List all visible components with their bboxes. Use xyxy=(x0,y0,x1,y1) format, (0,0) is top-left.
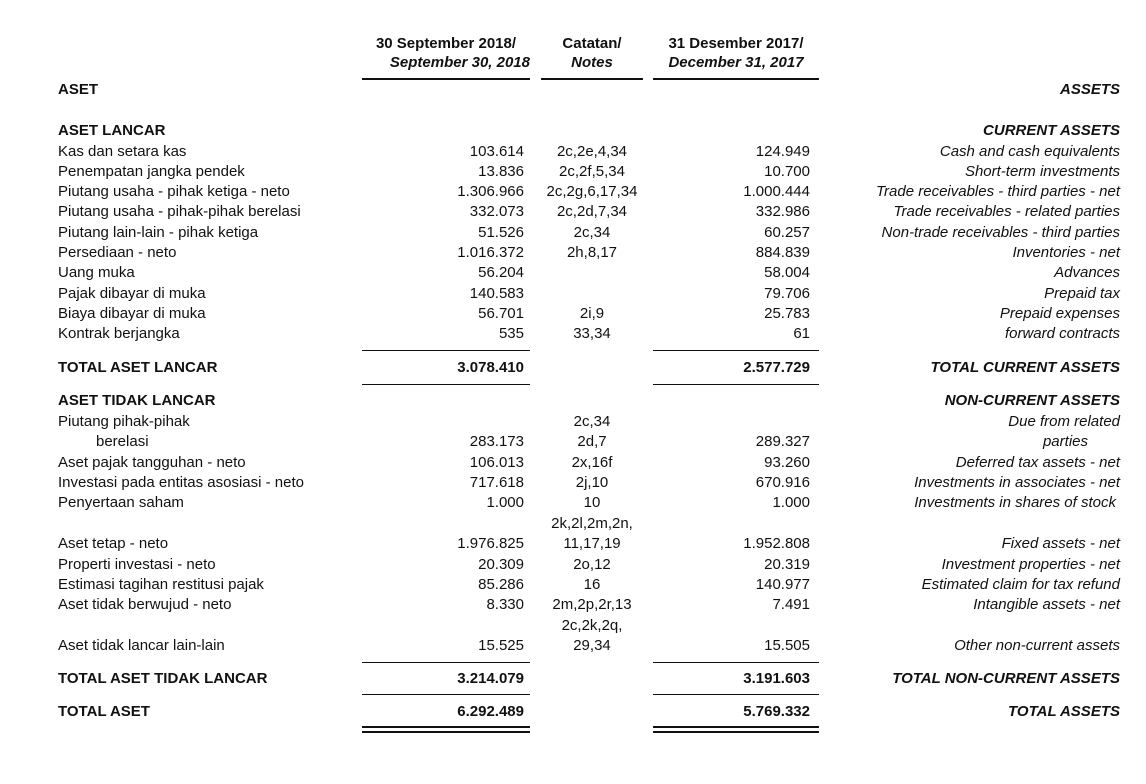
row-notes: 16 xyxy=(583,576,601,593)
current-heading-row xyxy=(0,121,1146,141)
row-notes: 2j,10 xyxy=(575,474,609,491)
row-label: Penyertaan saham xyxy=(58,494,184,511)
grand-total-label-en: TOTAL ASSETS xyxy=(1008,703,1120,720)
table-row xyxy=(0,142,1146,162)
table-row xyxy=(0,575,1146,595)
table-row xyxy=(0,324,1146,344)
row-notes: 33,34 xyxy=(573,325,611,342)
total-rule-2018 xyxy=(362,384,530,385)
row-notes: 11,17,19 xyxy=(563,535,621,552)
table-row xyxy=(0,284,1146,304)
row-value-2018: 20.309 xyxy=(478,556,524,573)
table-row xyxy=(0,534,1146,554)
row-label-en: forward contracts xyxy=(1004,325,1120,342)
row-notes: 2h,8,17 xyxy=(566,244,618,261)
row-value-2018: 1.000 xyxy=(486,494,524,511)
title-id: ASET xyxy=(58,81,99,98)
current-total-2017: 2.577.729 xyxy=(743,359,810,376)
row-value-2017: 140.977 xyxy=(755,576,810,593)
table-row xyxy=(0,243,1146,263)
row-label-en: Deferred tax assets - net xyxy=(955,454,1120,471)
header-2017-id: 31 Desember 2017/ xyxy=(668,35,804,52)
row-notes: 2m,2p,2r,13 xyxy=(552,596,632,613)
header-2017 xyxy=(653,34,819,72)
row-label-en: Due from related xyxy=(1008,413,1120,430)
row-value-2017: 20.319 xyxy=(764,556,810,573)
row-label-en: Trade receivables - third parties - net xyxy=(876,183,1120,200)
table-row xyxy=(0,555,1146,575)
row-label-en: Other non-current assets xyxy=(954,637,1120,654)
header-2018-id: 30 September 2018/ xyxy=(375,35,517,52)
noncurrent-heading-id: ASET TIDAK LANCAR xyxy=(58,392,216,409)
row-value-2017: 15.505 xyxy=(764,637,810,654)
row-label: Aset pajak tangguhan - neto xyxy=(58,454,246,471)
current-heading-id: ASET LANCAR xyxy=(58,122,166,139)
subtotal-rule-2018 xyxy=(362,350,530,351)
row-notes-pre: 2c,2k,2q, xyxy=(561,617,623,634)
row-label: Pajak dibayar di muka xyxy=(58,285,206,302)
row-label: Piutang lain-lain - pihak ketiga xyxy=(58,224,259,241)
row-value-2017: 25.783 xyxy=(764,305,810,322)
table-row xyxy=(0,304,1146,324)
header-2018-en: September 30, 2018 xyxy=(389,54,530,71)
grand-total-row xyxy=(0,702,1146,722)
header-notes-en: Notes xyxy=(571,54,613,71)
row-notes: 10 xyxy=(583,494,601,511)
row-value-2017: 1.000.444 xyxy=(743,183,810,200)
row-value-2018: 85.286 xyxy=(478,576,524,593)
row-value-2017: 289.327 xyxy=(755,433,810,450)
double-rule-2017-b xyxy=(653,731,819,733)
grand-total-2017: 5.769.332 xyxy=(743,703,810,720)
row-label-en: Fixed assets - net xyxy=(1001,535,1120,552)
row-label: Kas dan setara kas xyxy=(58,143,187,160)
header-2018 xyxy=(362,34,530,72)
row-value-2017: 79.706 xyxy=(764,285,810,302)
double-rule-2018-a xyxy=(362,726,530,728)
row-value-2018: 103.614 xyxy=(469,143,524,160)
total-rule-2018 xyxy=(362,694,530,695)
row-notes: 29,34 xyxy=(573,637,611,654)
row-label-en: Trade receivables - related parties xyxy=(893,203,1120,220)
current-heading-en: CURRENT ASSETS xyxy=(983,122,1120,139)
row-label-en: Investment properties - net xyxy=(941,556,1120,573)
row-value-2018: 1.016.372 xyxy=(457,244,524,261)
row-value-2018: 13.836 xyxy=(478,163,524,180)
row-label-en: Non-trade receivables - third parties xyxy=(881,224,1120,241)
row-label-en: Short-term investments xyxy=(964,163,1120,180)
row-label: Aset tidak lancar lain-lain xyxy=(58,637,225,654)
row-label-en: Inventories - net xyxy=(1012,244,1120,261)
row-value-2017: 10.700 xyxy=(764,163,810,180)
row-label-en: Prepaid tax xyxy=(1044,285,1120,302)
row-notes-cont: 2d,7 xyxy=(577,433,607,450)
row-label: Piutang pihak-pihak xyxy=(58,413,190,430)
row-value-2017: 93.260 xyxy=(764,454,810,471)
double-rule-2018-b xyxy=(362,731,530,733)
title-row xyxy=(0,80,1146,100)
row-label: Aset tidak berwujud - neto xyxy=(58,596,232,613)
row-notes: 2c,34 xyxy=(573,413,611,430)
row-value-2017: 1.000 xyxy=(772,494,810,511)
row-value-2018: 8.330 xyxy=(486,596,524,613)
row-value-2017: 61 xyxy=(793,325,810,342)
row-label: Penempatan jangka pendek xyxy=(58,163,245,180)
row-label-en: Advances xyxy=(1054,264,1120,281)
row-notes: 2i,9 xyxy=(579,305,605,322)
row-label-en: Prepaid expenses xyxy=(999,305,1120,322)
table-row-continued xyxy=(0,432,1146,452)
row-value-2018: 283.173 xyxy=(469,433,524,450)
row-value-2018: 535 xyxy=(498,325,524,342)
table-row xyxy=(0,162,1146,182)
row-value-2018: 51.526 xyxy=(478,224,524,241)
row-label: Properti investasi - neto xyxy=(58,556,216,573)
row-label-en: Investments in associates - net xyxy=(914,474,1120,491)
table-row xyxy=(0,412,1146,432)
row-notes: 2c,34 xyxy=(573,224,611,241)
row-value-2018: 332.073 xyxy=(469,203,524,220)
double-rule-2017-a xyxy=(653,726,819,728)
row-value-2017: 124.949 xyxy=(755,143,810,160)
row-label: Uang muka xyxy=(58,264,135,281)
row-value-2017: 884.839 xyxy=(755,244,810,261)
row-notes: 2c,2d,7,34 xyxy=(556,203,628,220)
title-en: ASSETS xyxy=(1059,81,1120,98)
row-value-2018: 717.618 xyxy=(469,474,524,491)
row-value-2017: 60.257 xyxy=(764,224,810,241)
noncurrent-total-2018: 3.214.079 xyxy=(457,670,524,687)
subtotal-rule-2017 xyxy=(653,662,819,663)
subtotal-rule-2017 xyxy=(653,350,819,351)
grand-total-2018: 6.292.489 xyxy=(457,703,524,720)
noncurrent-total-label-en: TOTAL NON-CURRENT ASSETS xyxy=(892,670,1120,687)
row-value-2017: 58.004 xyxy=(764,264,810,281)
noncurrent-total-2017: 3.191.603 xyxy=(743,670,810,687)
table-row-notes-pre xyxy=(0,616,1146,636)
noncurrent-total-row xyxy=(0,669,1146,689)
row-value-2017: 332.986 xyxy=(755,203,810,220)
row-label-cont: berelasi xyxy=(96,433,149,450)
row-notes: 2o,12 xyxy=(573,556,611,573)
grand-total-label: TOTAL ASET xyxy=(58,703,150,720)
table-row xyxy=(0,595,1146,615)
table-row xyxy=(0,202,1146,222)
current-total-label: TOTAL ASET LANCAR xyxy=(58,359,218,376)
row-value-2018: 106.013 xyxy=(469,454,524,471)
row-label: Persediaan - neto xyxy=(58,244,177,261)
table-row xyxy=(0,636,1146,656)
noncurrent-total-label: TOTAL ASET TIDAK LANCAR xyxy=(58,670,268,687)
row-value-2018: 140.583 xyxy=(469,285,524,302)
row-label-en: Intangible assets - net xyxy=(973,596,1120,613)
row-value-2018: 15.525 xyxy=(478,637,524,654)
row-label: Investasi pada entitas asosiasi - neto xyxy=(58,474,304,491)
row-label-en-cont: parties xyxy=(1042,433,1088,450)
table-row xyxy=(0,453,1146,473)
current-total-row xyxy=(0,358,1146,378)
row-label: Piutang usaha - pihak-pihak berelasi xyxy=(58,203,301,220)
row-value-2018: 1.976.825 xyxy=(457,535,524,552)
total-rule-2017 xyxy=(653,694,819,695)
current-total-2018: 3.078.410 xyxy=(457,359,524,376)
table-row xyxy=(0,473,1146,493)
row-label-en: Estimated claim for tax refund xyxy=(921,576,1120,593)
row-value-2018: 56.204 xyxy=(478,264,524,281)
row-value-2017: 1.952.808 xyxy=(743,535,810,552)
total-rule-2017 xyxy=(653,384,819,385)
row-notes: 2c,2e,4,34 xyxy=(556,143,628,160)
row-value-2018: 1.306.966 xyxy=(457,183,524,200)
row-label: Piutang usaha - pihak ketiga - neto xyxy=(58,183,290,200)
current-total-label-en: TOTAL CURRENT ASSETS xyxy=(930,359,1120,376)
row-label: Kontrak berjangka xyxy=(58,325,180,342)
noncurrent-heading-en: NON-CURRENT ASSETS xyxy=(944,392,1120,409)
row-value-2018: 56.701 xyxy=(478,305,524,322)
header-notes xyxy=(541,34,643,72)
table-row-notes-pre xyxy=(0,514,1146,534)
table-row xyxy=(0,182,1146,202)
row-label-en: Cash and cash equivalents xyxy=(939,143,1120,160)
row-notes: 2x,16f xyxy=(571,454,613,471)
row-label: Biaya dibayar di muka xyxy=(58,305,206,322)
table-row xyxy=(0,493,1146,513)
table-row xyxy=(0,263,1146,283)
row-notes: 2c,2g,6,17,34 xyxy=(546,183,638,200)
subtotal-rule-2018 xyxy=(362,662,530,663)
row-value-2017: 670.916 xyxy=(755,474,810,491)
header-2017-en: December 31, 2017 xyxy=(668,54,804,71)
row-label-en: Investments in shares of stock xyxy=(914,494,1116,511)
row-notes: 2c,2f,5,34 xyxy=(559,163,625,180)
row-label: Estimasi tagihan restitusi pajak xyxy=(58,576,264,593)
row-label: Aset tetap - neto xyxy=(58,535,169,552)
table-row xyxy=(0,223,1146,243)
noncurrent-heading-row xyxy=(0,391,1146,411)
header-notes-id: Catatan/ xyxy=(562,35,622,52)
row-value-2017: 7.491 xyxy=(772,596,810,613)
row-notes-pre: 2k,2l,2m,2n, xyxy=(551,515,633,532)
